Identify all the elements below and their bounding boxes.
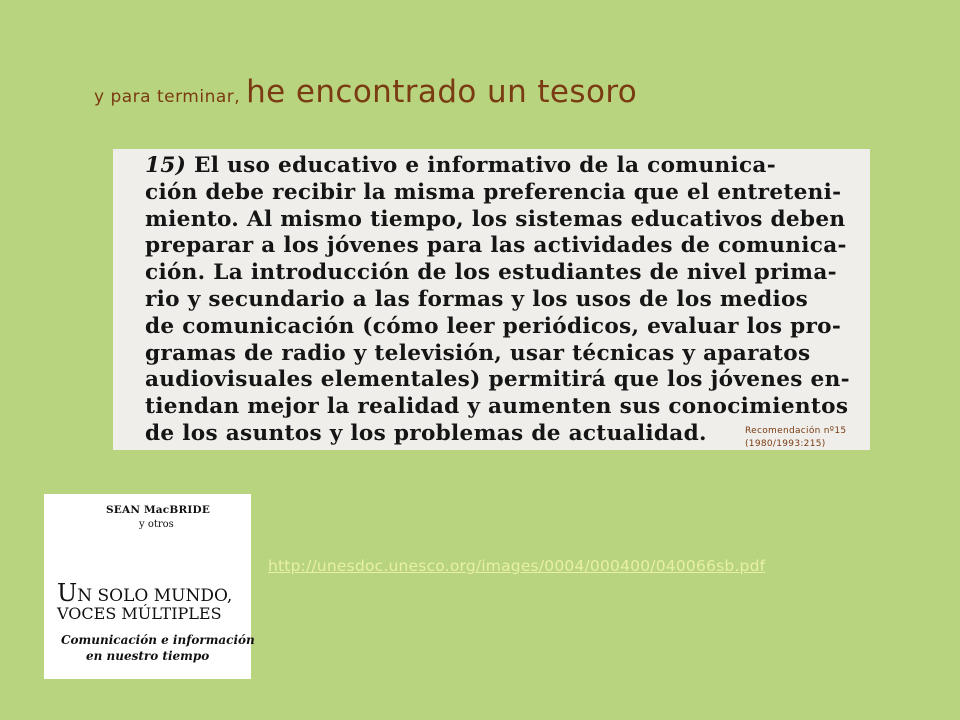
scan-line: ción. La introducción de los estudiantes de nivel prima- [145,260,837,285]
recommendation-number: 15) [145,153,187,178]
book-author: SEAN MacBRIDE [106,504,211,516]
scan-line: de los asuntos y los problemas de actualidad. [145,421,707,446]
scan-line: tiendan mejor la realidad y aumenten sus conocimientos [145,394,849,419]
slide-title-main: he encontrado un tesoro [246,74,638,110]
scan-line: rio y secundario a las formas y los usos de los medios [145,287,809,312]
scan-line: audiovisuales elementales) permitirá que los jóvenes en- [145,367,850,392]
book-title-line-2: VOCES MÚLTIPLES [57,604,222,623]
book-subtitle-line-1: Comunicación e información [61,633,255,647]
book-title-initial: U [57,579,78,607]
book-cover-image [44,494,255,679]
slide-title [94,74,637,110]
citation-caption [745,425,846,451]
citation-line: Recomendación nº15 [745,426,847,436]
book-title-line-1: UN SOLO MUNDO, [57,579,233,607]
scan-line: 15) El uso educativo e informativo de la comunica- [145,153,776,178]
book-subtitle-line-2: en nuestro tiempo [86,649,210,663]
scan-line: miento. Al mismo tiempo, los sistemas educativos deben [145,207,846,232]
unesdoc-pdf-link[interactable]: http://unesdoc.unesco.org/images/0004/000400/040066sb.pdf [268,557,766,575]
slide-title-intro: y para terminar, [94,87,247,107]
scan-line: de comunicación (cómo leer periódicos, evaluar los pro- [145,314,842,339]
scan-line: preparar a los jóvenes para las actividades de comunica- [145,233,847,258]
book-coauthors: y otros [139,519,174,530]
scan-line: gramas de radio y televisión, usar técnicas y aparatos [145,341,811,366]
citation-source: (1980/1993:215) [745,439,826,449]
scan-line: ción debe recibir la misma preferencia que el entreteni- [145,180,842,205]
scanned-text-image [113,149,870,450]
